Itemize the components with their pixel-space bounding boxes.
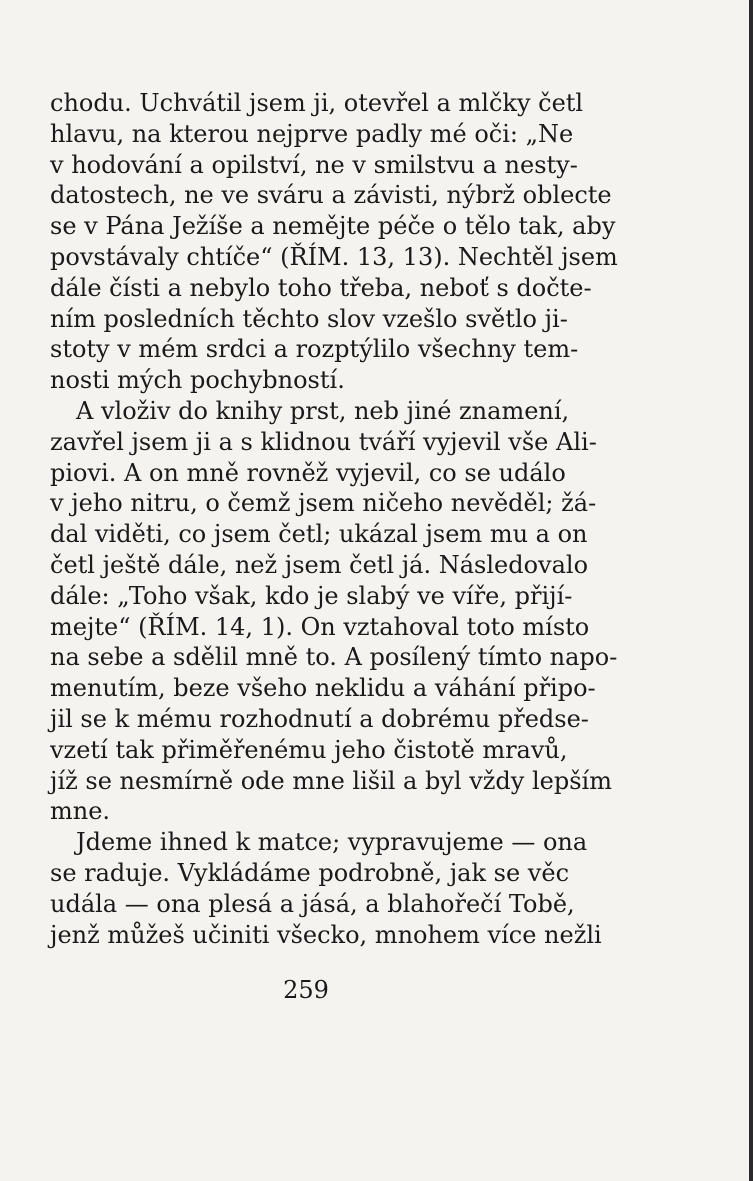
- text-line: mne.: [50, 797, 111, 826]
- text-line: povstávaly chtíče“ (ŘÍM. 13, 13). Nechtěl jsem: [50, 242, 618, 271]
- text-line: chodu. Uchvátil jsem ji, otevřel a mlčky četl: [50, 89, 584, 117]
- text-line: dále čísti a nebylo toho třeba, neboť s dočte-: [50, 273, 592, 302]
- text-line: nosti mých pochybností.: [50, 366, 345, 395]
- text-line: stoty v mém srdci a rozptýlilo všechny tem-: [50, 335, 579, 364]
- text-line: zavřel jsem ji a s klidnou tváří vyjevil vše Ali-: [50, 427, 597, 456]
- text-line: udála — ona plesá a jásá, a blahořečí Tobě,: [50, 889, 575, 918]
- text-line: dále: „Toho však, kdo je slabý ve víře, přijí-: [50, 581, 573, 610]
- paragraph-3: [50, 827, 602, 950]
- paragraph-2: [50, 396, 618, 827]
- text-line: vzetí tak přiměřenému jeho čistotě mravů,: [50, 735, 568, 764]
- paragraph-1: [50, 88, 618, 396]
- page-number: 259: [283, 976, 329, 1004]
- text-line: se v Pána Ježíše a nemějte péče o tělo tak, aby: [50, 212, 616, 241]
- page-edge-shadow: [749, 0, 753, 1181]
- text-line: Jdeme ihned k matce; vypravujeme — ona: [76, 828, 588, 857]
- text-line: dal viděti, co jsem četl; ukázal jsem mu a on: [50, 520, 588, 549]
- text-line: v jeho nitru, o čemž jsem ničeho nevěděl; žá-: [50, 489, 597, 518]
- text-line: A vloživ do knihy prst, neb jiné znamení,: [76, 396, 570, 425]
- text-line: se raduje. Vykládáme podrobně, jak se věc: [50, 858, 570, 887]
- text-line: v hodování a opilství, ne v smilstvu a nesty-: [50, 150, 578, 179]
- text-line: hlavu, na kterou nejprve padly mé oči: „Ne: [50, 119, 574, 148]
- text-line: jenž můžeš učiniti všecko, mnohem více nežli: [50, 920, 602, 949]
- text-line: ním posledních těchto slov vzešlo světlo ji-: [50, 304, 568, 333]
- text-line: jíž se nesmírně ode mne lišil a byl vždy lepším: [50, 766, 612, 795]
- text-line: četl ještě dále, než jsem četl já. Následovalo: [50, 550, 589, 579]
- text-line: jil se k mému rozhodnutí a dobrému předse-: [50, 704, 589, 733]
- text-line: mejte“ (ŘÍM. 14, 1). On vztahoval toto místo: [50, 612, 590, 641]
- text-line: piovi. A on mně rovněž vyjevil, co se událo: [50, 458, 566, 487]
- text-line: na sebe a sdělil mně to. A posílený tímto napo-: [50, 643, 618, 672]
- body-text: [50, 88, 618, 950]
- text-line: datostech, ne ve sváru a závisti, nýbrž oblecte: [50, 181, 612, 210]
- text-line: menutím, beze všeho neklidu a váhání připo-: [50, 674, 596, 703]
